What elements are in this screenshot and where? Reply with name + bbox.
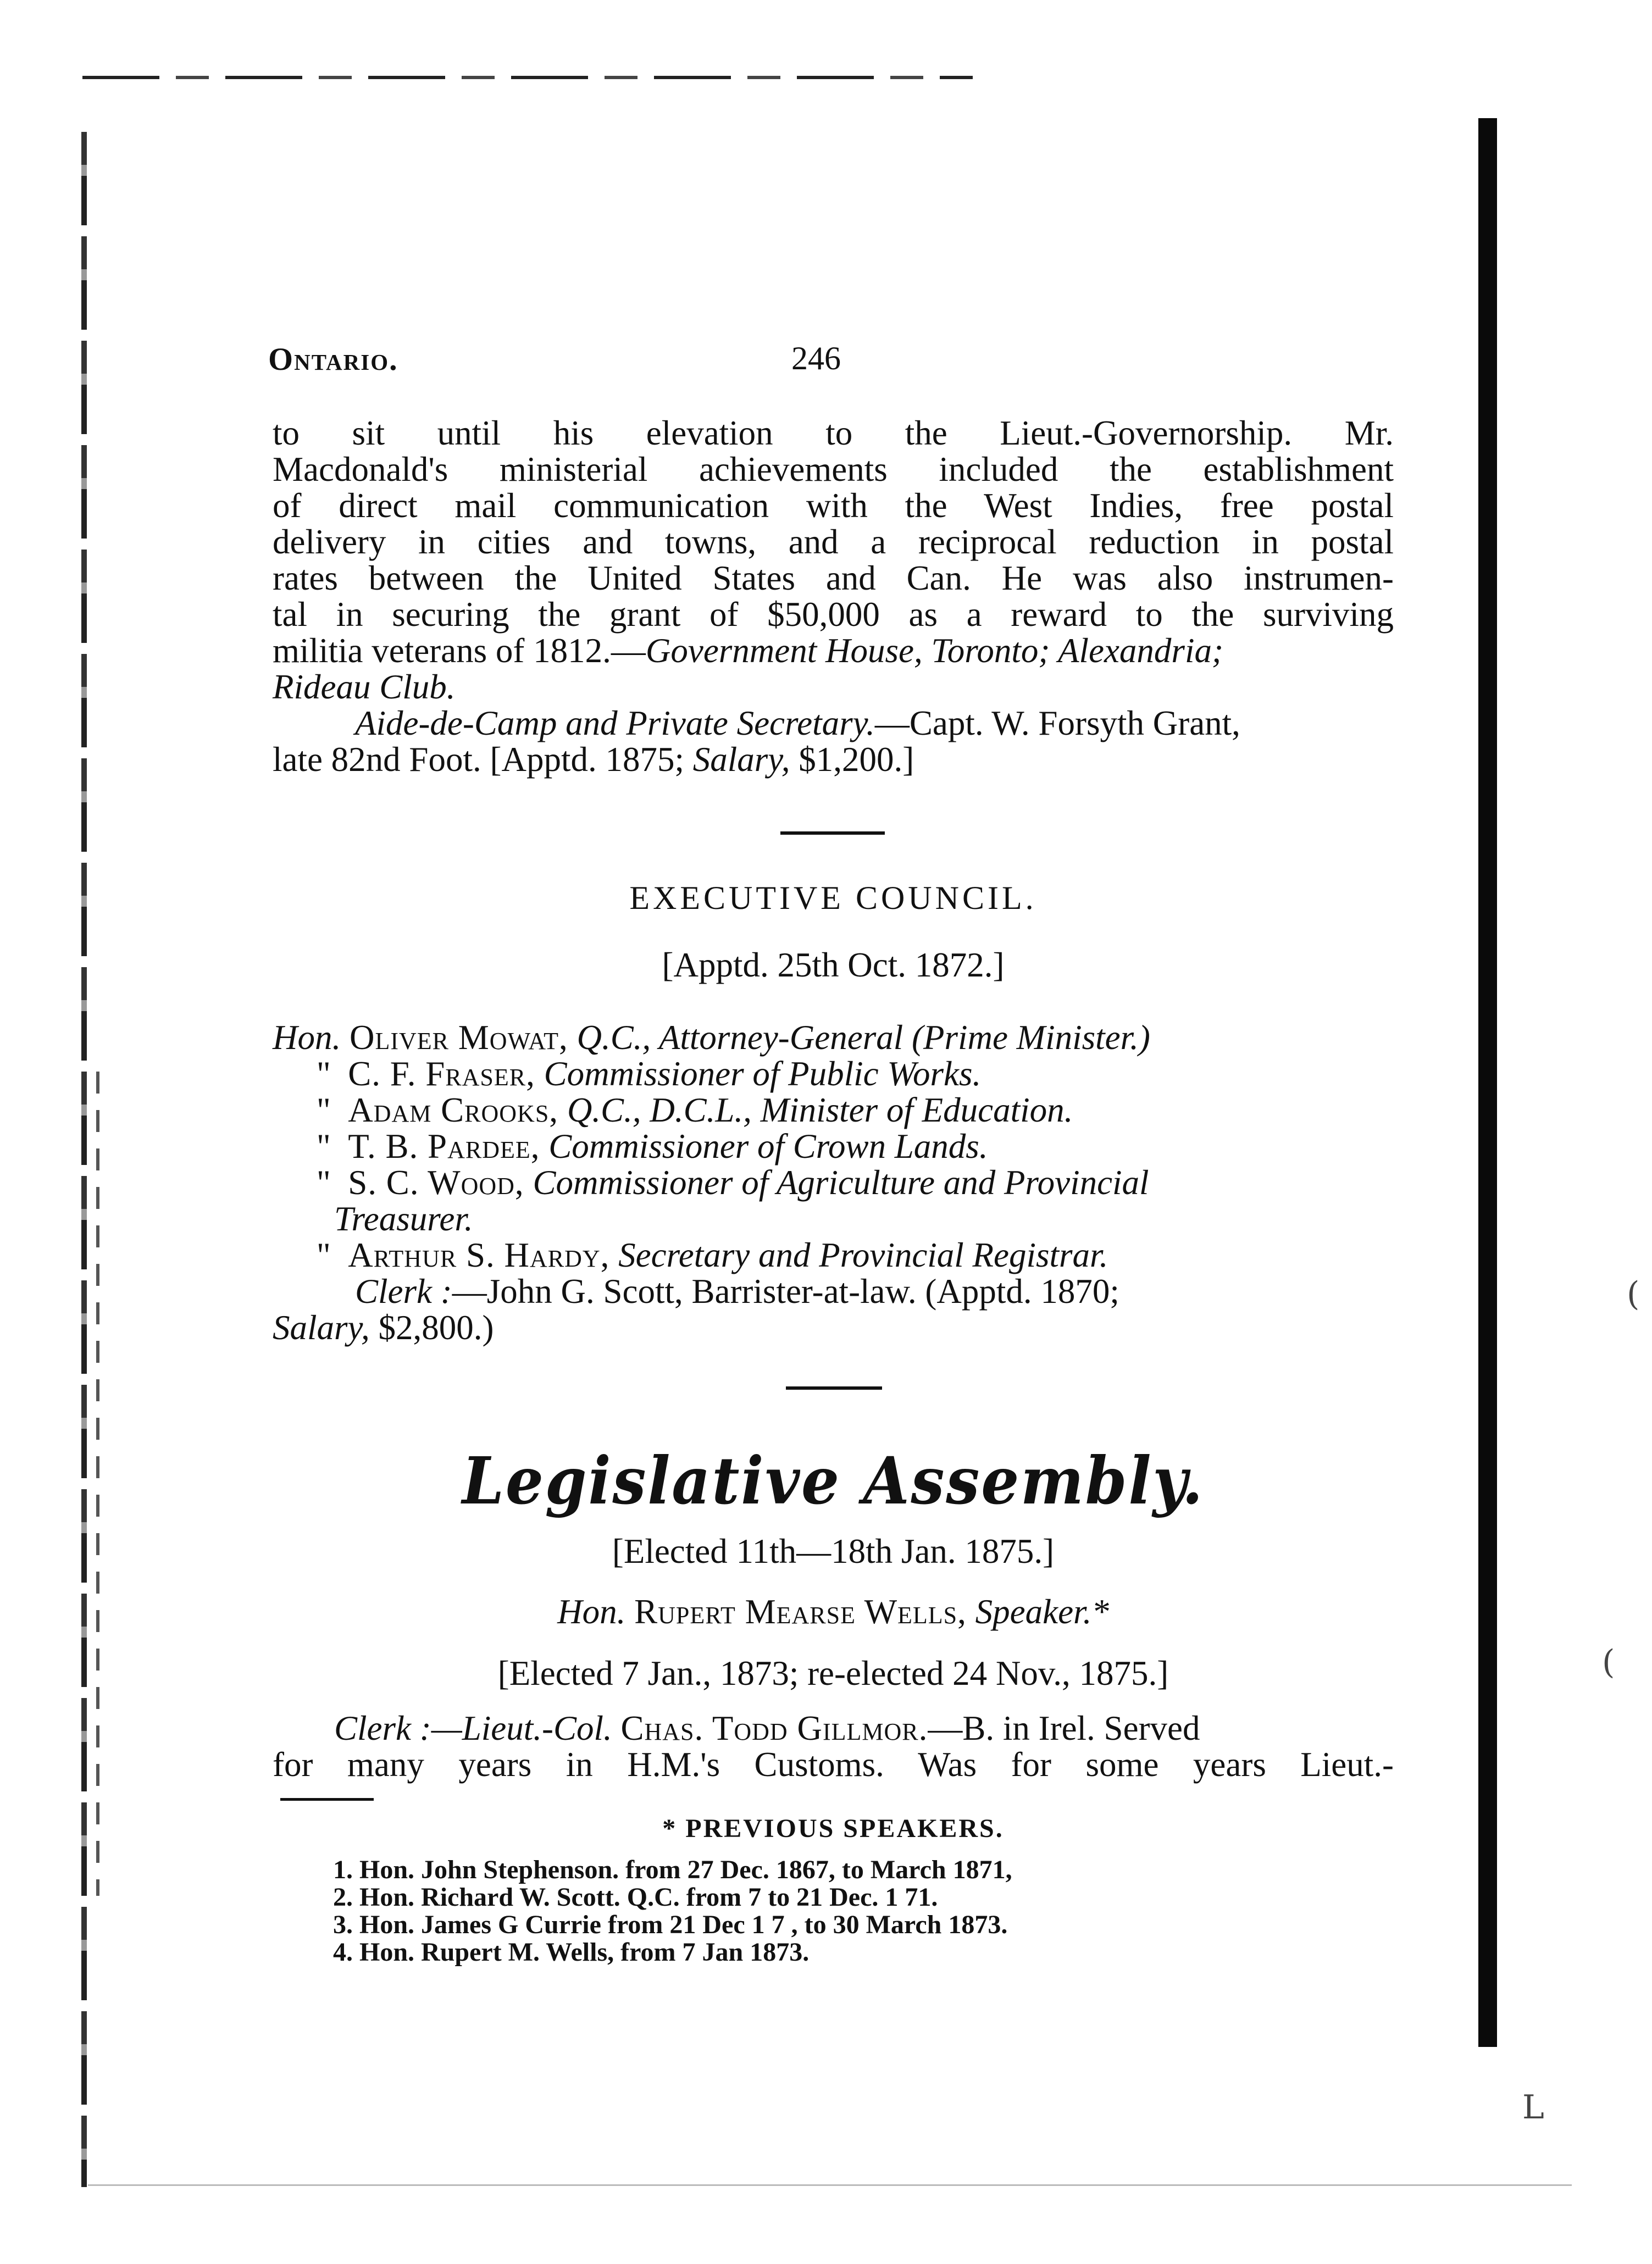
member-name: S. C. Wood, — [348, 1163, 524, 1202]
member-role: Treasurer. — [334, 1200, 473, 1238]
salary-label: Salary, — [692, 740, 790, 779]
clerk-label: Clerk : — [355, 1272, 452, 1311]
executive-apptd: [Apptd. 25th Oct. 1872.] — [662, 946, 1005, 984]
speaker-elected: [Elected 7 Jan., 1873; re-elected 24 Nov., 1875.] — [497, 1654, 1169, 1693]
previous-speakers-list — [333, 1856, 1012, 1966]
text-line — [273, 669, 1394, 705]
text-line — [273, 632, 1394, 669]
member-role: Commissioner of Agriculture and Provincial — [533, 1163, 1149, 1202]
aide-line — [273, 705, 1394, 741]
text-line: rates between the United States and Can. He was also instrumen- — [273, 559, 1394, 597]
list-item: 1. Hon. John Stephenson. from 27 Dec. 1867, to March 1871, — [333, 1855, 1012, 1884]
speaker-role: Speaker.* — [975, 1592, 1109, 1631]
list-item: 2. Hon. Richard W. Scott. Q.C. from 7 to 21 Dec. 1 71. — [333, 1883, 938, 1912]
aide-label: Aide-de-Camp and Private Secretary. — [355, 704, 875, 742]
salary-value: $2,800.) — [378, 1308, 494, 1347]
member-row — [273, 1128, 1405, 1164]
list-item: 4. Hon. Rupert M. Wells, from 7 Jan 1873. — [333, 1938, 810, 1967]
margin-mark: ( — [1627, 1275, 1640, 1313]
text-line: of direct mail communication with the West Indies, free postal — [273, 486, 1394, 525]
executive-members-list — [273, 1019, 1405, 1346]
ditto-mark: " — [317, 1163, 331, 1202]
speaker-line — [273, 1594, 1394, 1630]
member-name: Adam Crooks, — [348, 1091, 559, 1129]
legislative-assembly-heading: Legislative Assembly. — [462, 1442, 1205, 1519]
member-name: T. B. Pardee, — [348, 1127, 540, 1166]
margin-mark: ( — [1602, 1643, 1615, 1682]
member-row — [273, 1056, 1405, 1092]
member-role: Q.C., Attorney-General (Prime Minister.) — [576, 1018, 1150, 1057]
member-role: Commissioner of Crown Lands. — [548, 1127, 988, 1166]
section-divider — [786, 1386, 882, 1390]
member-name: C. F. Fraser, — [348, 1055, 535, 1093]
ditto-mark: " — [317, 1127, 331, 1166]
clerk-line — [273, 1273, 1405, 1309]
scan-right-binding-bar — [1478, 118, 1497, 2047]
aide-line-2 — [273, 741, 1394, 778]
section-divider — [780, 831, 885, 835]
member-name: Arthur S. Hardy, — [348, 1236, 610, 1274]
text-line: Macdonald's ministerial achievements included the establishment — [273, 450, 1394, 489]
margin-mark: L — [1522, 2088, 1544, 2127]
text-line: to sit until his elevation to the Lieut.-Governorship. Mr. — [273, 414, 1394, 452]
member-row — [273, 1019, 1405, 1056]
scan-top-rule — [82, 76, 973, 79]
clerk-salary-line — [273, 1309, 1405, 1346]
speaker-prefix: Hon. — [557, 1592, 626, 1631]
member-row — [273, 1164, 1405, 1201]
member-name: Oliver Mowat, — [350, 1018, 568, 1057]
scan-bottom-edge — [88, 2184, 1572, 2186]
running-head: Ontario. — [268, 341, 398, 377]
member-prefix: Hon. — [273, 1018, 341, 1057]
page-number: 246 — [791, 340, 841, 376]
text-line: tal in securing the grant of $50,000 as a reward to the surviving — [273, 595, 1394, 634]
member-role: Secretary and Provincial Registrar. — [618, 1236, 1108, 1274]
residence-text: Government House, Toronto; Alexandria; — [645, 631, 1223, 670]
aide-text: —Capt. W. Forsyth Grant, — [874, 704, 1240, 742]
text-run: militia veterans of 1812.— — [273, 631, 646, 670]
salary-label: Salary, — [273, 1308, 370, 1347]
clerk-line-2: for many years in H.M.'s Customs. Was for some years Lieut.- — [273, 1745, 1394, 1784]
speaker-name: Rupert Mearse Wells, — [634, 1592, 967, 1631]
clerk-line — [273, 1710, 1394, 1746]
clerk-text: —John G. Scott, Barrister-at-law. (Apptd. 1870; — [452, 1272, 1119, 1311]
clerk-name: Chas. Todd Gillmor. — [620, 1709, 928, 1747]
list-item: 3. Hon. James G Currie from 21 Dec 1 7 , to 30 March 1873. — [333, 1910, 1008, 1939]
club-text: Rideau Club. — [273, 668, 456, 706]
member-row-continuation — [273, 1201, 1405, 1237]
clerk-text: —B. in Irel. Served — [928, 1709, 1200, 1747]
scan-left-edge — [81, 132, 87, 2187]
footnote-rule — [280, 1798, 374, 1801]
executive-council-heading: EXECUTIVE COUNCIL. — [629, 880, 1037, 916]
footnote-heading: * PREVIOUS SPEAKERS. — [662, 1814, 1004, 1843]
member-role: Q.C., D.C.L., Minister of Education. — [567, 1091, 1073, 1129]
ditto-mark: " — [317, 1055, 331, 1093]
aide-appointed: late 82nd Foot. [Apptd. 1875; — [273, 740, 684, 779]
assembly-elected: [Elected 11th—18th Jan. 1875.] — [612, 1532, 1055, 1571]
member-row — [273, 1237, 1405, 1273]
ditto-mark: " — [317, 1236, 331, 1274]
member-row — [273, 1092, 1405, 1128]
salary-value: $1,200.] — [799, 740, 914, 779]
scan-left-edge-inner — [96, 1072, 99, 1896]
intro-paragraph — [273, 415, 1394, 778]
ditto-mark: " — [317, 1091, 331, 1129]
member-role: Commissioner of Public Works. — [544, 1055, 982, 1093]
assembly-clerk-paragraph — [273, 1710, 1394, 1783]
text-line: delivery in cities and towns, and a reciprocal reduction in postal — [273, 523, 1394, 561]
clerk-label: Clerk :—Lieut.-Col. — [334, 1709, 612, 1747]
